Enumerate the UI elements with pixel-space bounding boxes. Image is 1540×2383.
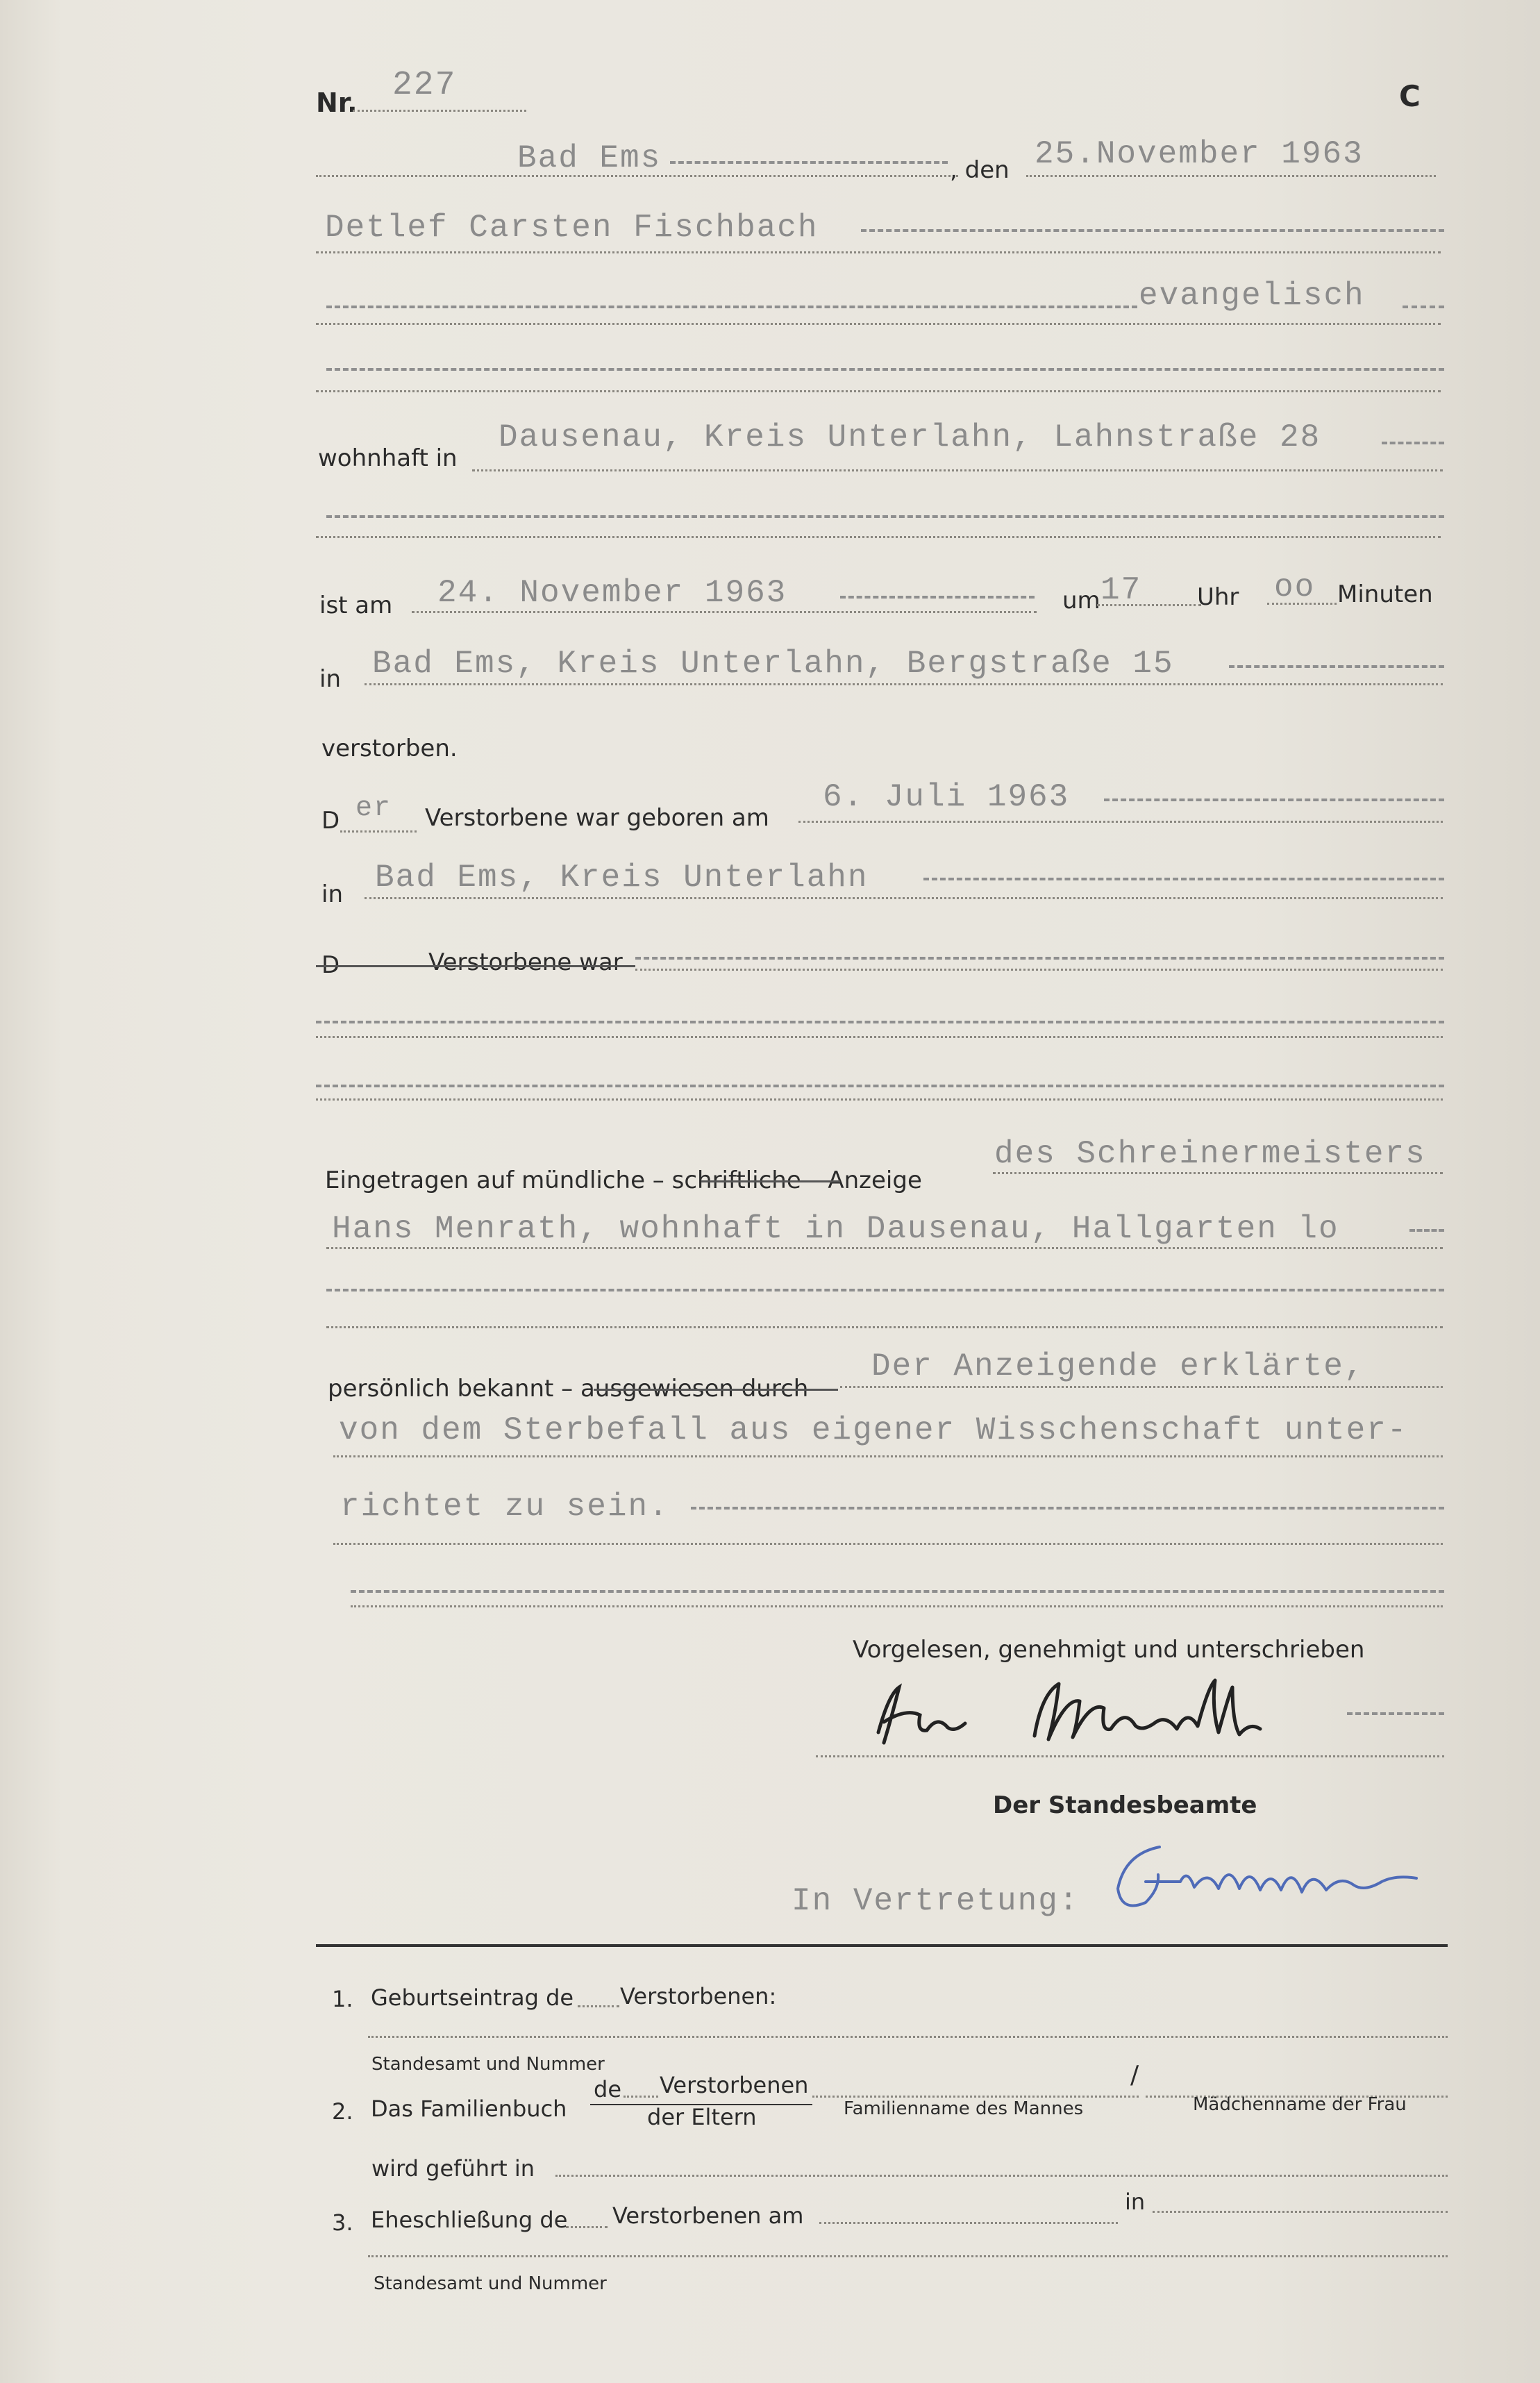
um-label: um (1062, 587, 1100, 614)
item1-suffix: Verstorbenen: (620, 1983, 777, 2009)
uhr-label: Uhr (1197, 583, 1239, 611)
form-letter: C (1399, 79, 1421, 113)
registrar-signature (1104, 1826, 1458, 1923)
ausgewiesen-strike (594, 1389, 838, 1391)
report-label: Eingetragen auf mündliche – schriftliche – Anzeige (325, 1167, 922, 1194)
minuten-label: Minuten (1337, 580, 1433, 608)
report-text-1: des Schreinermeisters (994, 1136, 1426, 1172)
item2-deceased: Verstorbenen (660, 2072, 809, 2098)
religion: evangelisch (1139, 278, 1365, 314)
identity-text-3: richtet zu sein. (340, 1489, 669, 1525)
birth-in-label: in (321, 880, 343, 908)
birth-d-suffix: er (355, 793, 392, 824)
item3-in: in (1125, 2189, 1146, 2215)
identity-text-1: Der Anzeigende erklärte, (871, 1348, 1365, 1385)
schriftliche-strike (701, 1180, 840, 1182)
item1-label: Geburtseintrag de (371, 1984, 574, 2011)
death-date: 24. November 1963 (437, 575, 787, 611)
birth-date: 6. Juli 1963 (823, 779, 1070, 815)
death-hour: 17 (1100, 572, 1142, 608)
death-place: Bad Ems, Kreis Unterlahn, Bergstraße 15 (372, 646, 1174, 682)
item3-sub: Standesamt und Nummer (374, 2273, 607, 2294)
registrar-label: Der Standesbeamte (993, 1791, 1257, 1819)
item2-label: Das Familienbuch (371, 2096, 567, 2122)
item3-mid: Verstorbenen am (612, 2202, 804, 2229)
footer-divider (316, 1944, 1448, 1947)
item2-wife-caption: Mädchenname der Frau (1193, 2094, 1407, 2115)
residence-label: wohnhaft in (318, 444, 458, 472)
item2-husband-caption: Familienname des Mannes (844, 2098, 1084, 2119)
death-minutes: oo (1274, 569, 1316, 605)
death-in-label: in (319, 665, 341, 693)
report-text-2: Hans Menrath, wohnhaft in Dausenau, Hallgarten lo (332, 1211, 1339, 1247)
item3-label: Eheschließung de (371, 2207, 568, 2233)
den-label: , den (950, 156, 1010, 184)
item3-number: 3. (332, 2209, 353, 2236)
identity-text-2: von dem Sterbefall aus eigener Wisschenschaft unter- (339, 1412, 1408, 1448)
deputy-label: In Vertretung: (792, 1883, 1080, 1919)
nr-line (353, 110, 526, 112)
item1-sub: Standesamt und Nummer (371, 2054, 605, 2075)
birth-place: Bad Ems, Kreis Unterlahn (375, 860, 869, 896)
item2-number: 2. (332, 2098, 353, 2125)
deceased-name: Detlef Carsten Fischbach (325, 210, 819, 246)
birth-d-label: D (321, 807, 340, 835)
marital-label: Verstorbene war (428, 948, 623, 976)
item2-de: de (594, 2076, 621, 2102)
marital-strike (316, 965, 635, 967)
place: Bad Ems (517, 140, 662, 176)
read-approved-label: Vorgelesen, genehmigt und unterschrieben (853, 1636, 1365, 1664)
item1-number: 1. (332, 1986, 353, 2012)
verstorben-label: verstorben. (321, 735, 458, 762)
born-label: Verstorbene war geboren am (425, 804, 769, 832)
register-date: 25.November 1963 (1035, 136, 1364, 172)
informant-signature (851, 1666, 1337, 1757)
item2-slash: / (1130, 2061, 1139, 2089)
residence: Dausenau, Kreis Unterlahn, Lahnstraße 28 (499, 419, 1321, 455)
ist-am-label: ist am (319, 592, 393, 619)
nr-label: Nr. (316, 87, 358, 118)
item2-parents: der Eltern (647, 2104, 757, 2130)
item2-where-label: wird geführt in (371, 2155, 535, 2182)
register-number: 227 (392, 67, 457, 104)
identity-label: persönlich bekannt – ausgewiesen durch (328, 1375, 809, 1403)
marital-d-label: D (321, 951, 340, 979)
